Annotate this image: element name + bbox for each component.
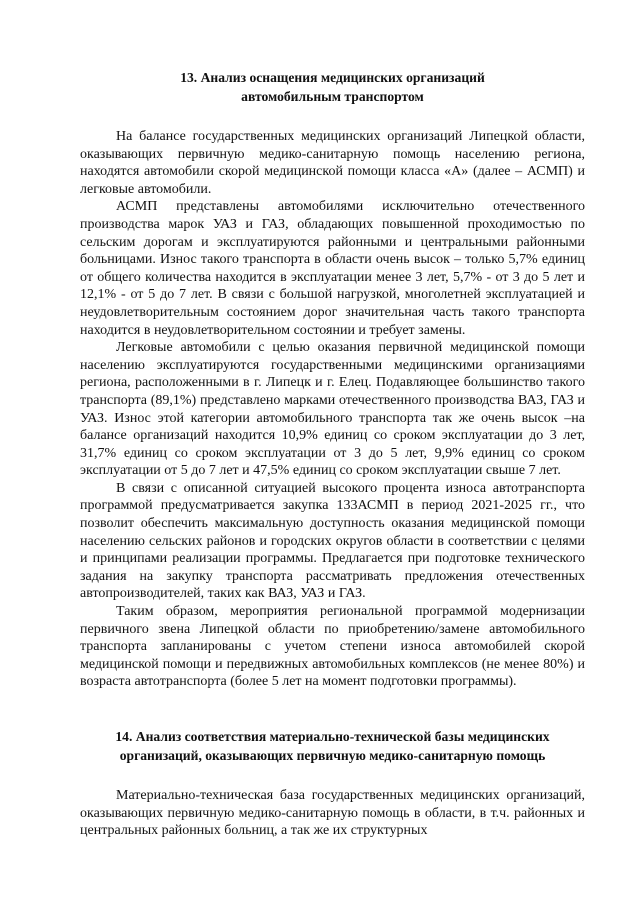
section-13-title	[80, 68, 585, 106]
spacer	[80, 106, 585, 128]
section-14-title-line-2: организаций, оказывающих первичную медико-санитарную помощь	[119, 748, 546, 763]
section-14-title-line-1: 14. Анализ соответствия материально-технической базы медицинских	[115, 729, 550, 744]
section-13-title-line-1: 13. Анализ оснащения медицинских организаций	[180, 70, 485, 85]
section-13-paragraph-4: В связи с описанной ситуацией высокого процента износа автотранспорта программой предусматривается закупка 133АСМП в период 2021-2025 гг., что позволит обеспечить максимальную доступность оказания медицинской помощи населению сельских районов и городских округов области в соответствии с целями и принципами реализации программы. Предлагается при подготовке технического задания на закупку транспорта рассматривать предложения отечественных автопроизводителей, таких как ВАЗ, УАЗ и ГАЗ.	[80, 480, 585, 602]
spacer	[80, 765, 585, 787]
section-13-body	[80, 128, 585, 691]
document-page	[80, 68, 585, 840]
section-13-paragraph-2: АСМП представлены автомобилями исключительно отечественного производства марок УАЗ и ГАЗ, обладающих повышенной проходимостью по сельским дорогам и эксплуатируются районными и центральными районными больницами. Износ такого транспорта в области очень высок – только 5,7% единиц от общего количества находится в эксплуатации менее 3 лет, 5,7% - от 3 до 5 лет и 12,1% - от 5 до 7 лет. В связи с большой нагрузкой, многолетней эксплуатацией и неудовлетворительным состоянием дорог значительная часть такого транспорта находится в неудовлетворительном состоянии и требует замены.	[80, 199, 585, 338]
section-13-paragraph-3: Легковые автомобили с целью оказания первичной медицинской помощи населению эксплуатируются государственными медицинскими организациями региона, расположенными в г. Липецк и г. Елец. Подавляющее большинство такого транспорта (89,1%) представлено марками отечественного производства ВАЗ, ГАЗ и УАЗ. Износ этой категории автомобильного транспорта так же очень высок –на балансе организаций находится 10,9% единиц со сроком эксплуатации до 3 лет, 31,7% единиц со сроком эксплуатации от 3 до 5 лет, 9,9% единиц со сроком эксплуатации от 5 до 7 лет и 47,5% единиц со сроком эксплуатации свыше 7 лет.	[80, 340, 585, 479]
section-14-body	[80, 787, 585, 840]
section-14-paragraph-1: Материально-техническая база государственных медицинских организаций, оказывающих первичную медико-санитарную помощь в области, в т.ч. районных и центральных районных больниц, а так же их структурных	[80, 788, 585, 839]
section-13-paragraph-5: Таким образом, мероприятия региональной программой модернизации первичного звена Липецкой области по приобретению/замене автомобильного транспорта запланированы с учетом степени износа автомобилей скорой медицинской помощи и передвижных автомобильных комплексов (не менее 80%) и возраста автотранспорта (более 5 лет на момент подготовки программы).	[80, 604, 585, 690]
section-14-title	[80, 727, 585, 765]
section-13-paragraph-1: На балансе государственных медицинских организаций Липецкой области, оказывающих первичную медико-санитарную помощь населению региона, находятся автомобили скорой медицинской помощи класса «А» (далее – АСМП) и легковые автомобили.	[80, 129, 585, 197]
spacer	[80, 691, 585, 727]
section-13-title-line-2: автомобильным транспортом	[241, 89, 424, 104]
